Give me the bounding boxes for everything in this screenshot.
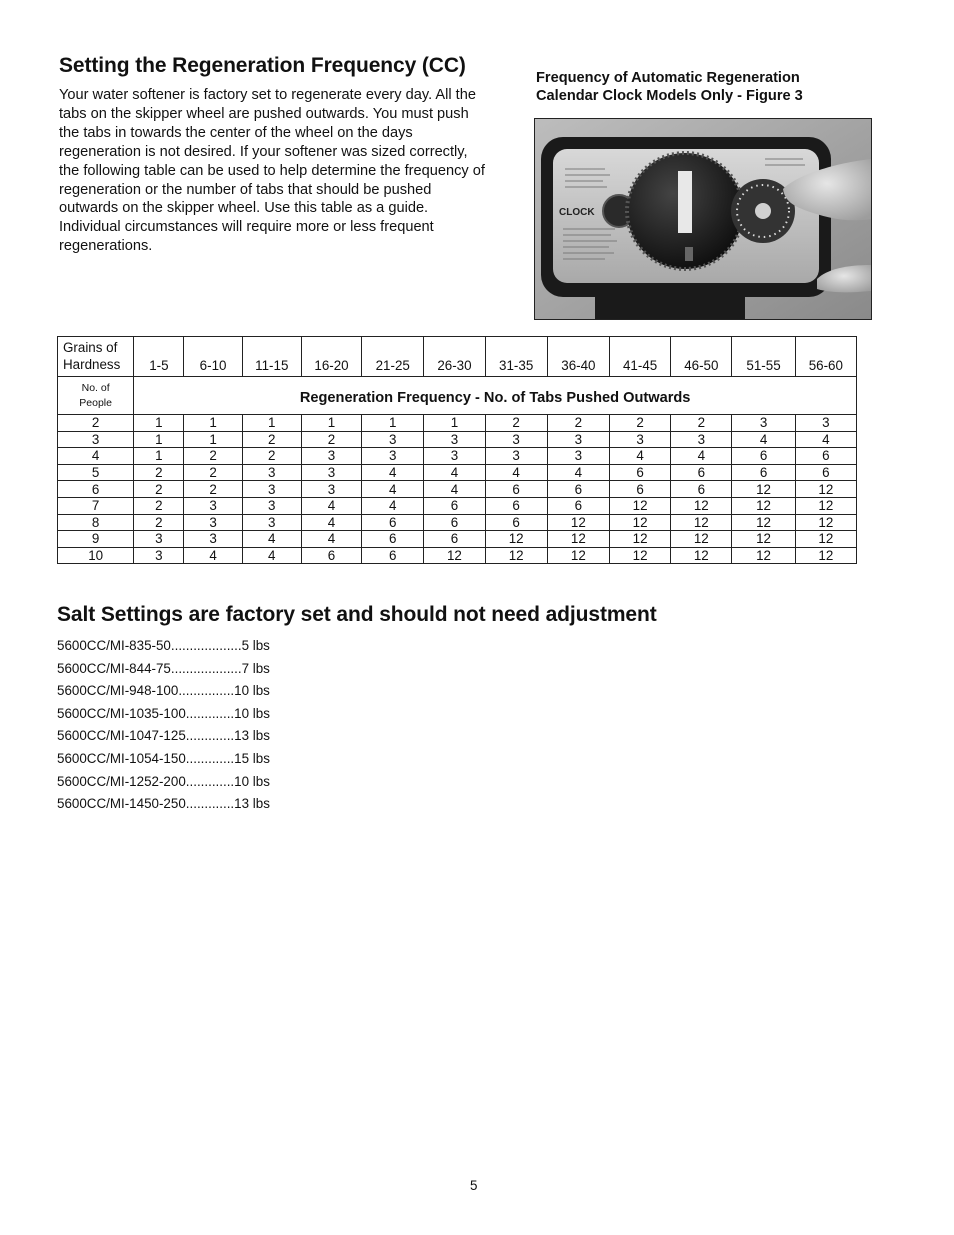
timer-photo-illustration xyxy=(535,119,871,319)
tabs-value-cell: 3 xyxy=(301,481,361,498)
table-row xyxy=(58,547,857,564)
people-count-cell: 9 xyxy=(58,531,134,548)
people-count-cell: 4 xyxy=(58,448,134,465)
tabs-value-cell: 12 xyxy=(609,531,670,548)
tabs-value-cell: 3 xyxy=(424,448,485,465)
table-row xyxy=(58,531,857,548)
table-row xyxy=(58,481,857,498)
tabs-value-cell: 6 xyxy=(424,497,485,514)
tabs-value-cell: 6 xyxy=(671,464,732,481)
hardness-range: 16-20 xyxy=(301,337,361,377)
tabs-value-cell: 1 xyxy=(184,431,242,448)
tabs-value-cell: 3 xyxy=(242,497,301,514)
hardness-range: 11-15 xyxy=(242,337,301,377)
tabs-value-cell: 3 xyxy=(671,431,732,448)
tabs-value-cell: 2 xyxy=(134,514,184,531)
intro-line: tabs on the skipper wheel are pushed outwards. You must push xyxy=(59,105,469,122)
people-count-cell: 10 xyxy=(58,547,134,564)
figure-caption-line: Frequency of Automatic Regeneration xyxy=(536,70,800,86)
tabs-value-cell: 3 xyxy=(301,464,361,481)
tabs-value-cell: 12 xyxy=(609,514,670,531)
people-count-cell: 6 xyxy=(58,481,134,498)
table-subheader-row xyxy=(58,377,857,415)
people-label-line: No. of xyxy=(81,381,110,394)
tabs-value-cell: 12 xyxy=(609,497,670,514)
salt-amount: 13 lbs xyxy=(234,728,270,744)
salt-model: 5600CC/MI-948-100 xyxy=(57,683,179,699)
people-count-cell: 2 xyxy=(58,415,134,432)
salt-dots: ............. xyxy=(185,705,235,721)
figure-caption xyxy=(536,69,803,105)
tabs-value-cell: 3 xyxy=(184,531,242,548)
people-label-line: People xyxy=(79,396,112,409)
hardness-range: 51-55 xyxy=(732,337,795,377)
intro-line: regeneration or the number of tabs that should be pushed xyxy=(59,181,432,198)
table-body xyxy=(58,415,857,564)
salt-setting-item xyxy=(57,727,270,750)
tabs-value-cell: 6 xyxy=(424,531,485,548)
tabs-value-cell: 6 xyxy=(732,464,795,481)
salt-dots: ............... xyxy=(178,683,235,699)
salt-amount: 10 lbs xyxy=(234,705,270,721)
tabs-value-cell: 6 xyxy=(609,464,670,481)
tabs-value-cell: 3 xyxy=(609,431,670,448)
hardness-range: 6-10 xyxy=(184,337,242,377)
clock-label: CLOCK xyxy=(559,207,595,218)
tabs-value-cell: 2 xyxy=(242,431,301,448)
tabs-value-cell: 4 xyxy=(184,547,242,564)
people-count-cell: 7 xyxy=(58,497,134,514)
tabs-value-cell: 12 xyxy=(485,547,547,564)
people-header xyxy=(58,377,134,415)
tabs-value-cell: 12 xyxy=(547,547,609,564)
tabs-value-cell: 1 xyxy=(184,415,242,432)
tabs-value-cell: 4 xyxy=(362,464,424,481)
tabs-value-cell: 4 xyxy=(301,514,361,531)
tabs-value-cell: 2 xyxy=(184,481,242,498)
tabs-value-cell: 3 xyxy=(184,497,242,514)
regeneration-frequency-label: Regeneration Frequency - No. of Tabs Pushed Outwards xyxy=(134,377,857,415)
tabs-value-cell: 6 xyxy=(671,481,732,498)
tabs-value-cell: 3 xyxy=(547,431,609,448)
tabs-value-cell: 6 xyxy=(547,481,609,498)
intro-line: regeneration is not desired. If your softener was sized correctly, xyxy=(59,143,468,160)
salt-model: 5600CC/MI-1252-200 xyxy=(57,773,186,789)
tabs-value-cell: 4 xyxy=(547,464,609,481)
tabs-value-cell: 2 xyxy=(134,464,184,481)
hardness-label-line: Grains of xyxy=(63,340,118,355)
tabs-value-cell: 4 xyxy=(242,531,301,548)
intro-line: outwards on the skipper wheel. Use this table as a guide. xyxy=(59,200,429,217)
tabs-value-cell: 12 xyxy=(609,547,670,564)
hardness-range: 41-45 xyxy=(609,337,670,377)
hardness-range: 21-25 xyxy=(362,337,424,377)
tabs-value-cell: 12 xyxy=(795,547,856,564)
tabs-value-cell: 12 xyxy=(547,531,609,548)
intro-line: the tabs in towards the center of the wheel on the days xyxy=(59,124,413,141)
salt-amount: 15 lbs xyxy=(234,750,270,766)
salt-setting-item xyxy=(57,750,270,773)
table-row xyxy=(58,497,857,514)
table-row xyxy=(58,431,857,448)
tabs-value-cell: 1 xyxy=(134,448,184,465)
tabs-value-cell: 4 xyxy=(485,464,547,481)
intro-line: Your water softener is factory set to regenerate every day. All the xyxy=(59,87,476,103)
tabs-value-cell: 2 xyxy=(547,415,609,432)
tabs-value-cell: 12 xyxy=(795,514,856,531)
tabs-value-cell: 12 xyxy=(671,497,732,514)
tabs-value-cell: 12 xyxy=(547,514,609,531)
salt-settings-list xyxy=(57,637,270,818)
salt-dots: ............. xyxy=(185,796,235,812)
table-header-row xyxy=(58,337,857,377)
tabs-value-cell: 4 xyxy=(362,481,424,498)
tabs-value-cell: 3 xyxy=(242,464,301,481)
tabs-value-cell: 3 xyxy=(485,431,547,448)
hardness-header xyxy=(58,337,134,377)
tabs-value-cell: 4 xyxy=(362,497,424,514)
salt-model: 5600CC/MI-1450-250 xyxy=(57,796,186,812)
hardness-range: 26-30 xyxy=(424,337,485,377)
tabs-value-cell: 3 xyxy=(134,547,184,564)
tabs-value-cell: 12 xyxy=(732,497,795,514)
tabs-value-cell: 1 xyxy=(424,415,485,432)
salt-model: 5600CC/MI-1035-100 xyxy=(57,705,186,721)
tabs-value-cell: 1 xyxy=(134,431,184,448)
figure-caption-line: Calendar Clock Models Only - Figure 3 xyxy=(536,88,803,104)
hardness-range: 46-50 xyxy=(671,337,732,377)
tabs-value-cell: 4 xyxy=(671,448,732,465)
tabs-value-cell: 1 xyxy=(134,415,184,432)
tabs-value-cell: 3 xyxy=(547,448,609,465)
hardness-range: 1-5 xyxy=(134,337,184,377)
table-row xyxy=(58,464,857,481)
tabs-value-cell: 6 xyxy=(732,448,795,465)
table-row xyxy=(58,514,857,531)
salt-dots: ............. xyxy=(185,728,235,744)
tabs-value-cell: 4 xyxy=(732,431,795,448)
tabs-value-cell: 1 xyxy=(301,415,361,432)
people-count-cell: 8 xyxy=(58,514,134,531)
tabs-value-cell: 12 xyxy=(732,547,795,564)
intro-line: Individual circumstances will require more or less frequent xyxy=(59,219,434,236)
people-count-cell: 5 xyxy=(58,464,134,481)
hardness-label-line: Hardness xyxy=(63,357,121,372)
tabs-value-cell: 4 xyxy=(301,497,361,514)
tabs-value-cell: 2 xyxy=(242,448,301,465)
intro-paragraph xyxy=(59,86,521,256)
tabs-value-cell: 12 xyxy=(732,481,795,498)
tabs-value-cell: 6 xyxy=(424,514,485,531)
tabs-value-cell: 3 xyxy=(242,481,301,498)
tabs-value-cell: 6 xyxy=(362,514,424,531)
tabs-value-cell: 12 xyxy=(671,547,732,564)
salt-setting-item xyxy=(57,705,270,728)
salt-model: 5600CC/MI-835-50 xyxy=(57,638,171,653)
tabs-value-cell: 6 xyxy=(485,481,547,498)
tabs-value-cell: 3 xyxy=(301,448,361,465)
salt-dots: ................... xyxy=(170,660,242,676)
salt-amount: 13 lbs xyxy=(234,796,270,812)
tabs-value-cell: 6 xyxy=(795,448,856,465)
tabs-value-cell: 1 xyxy=(242,415,301,432)
tabs-value-cell: 6 xyxy=(609,481,670,498)
tabs-value-cell: 2 xyxy=(134,497,184,514)
hardness-range: 36-40 xyxy=(547,337,609,377)
salt-model: 5600CC/MI-1047-125 xyxy=(57,728,186,744)
tabs-value-cell: 12 xyxy=(732,514,795,531)
salt-setting-item xyxy=(57,682,270,705)
table-row xyxy=(58,448,857,465)
salt-amount: 10 lbs xyxy=(234,773,270,789)
hardness-range: 56-60 xyxy=(795,337,856,377)
tabs-value-cell: 2 xyxy=(609,415,670,432)
tabs-value-cell: 6 xyxy=(547,497,609,514)
tabs-value-cell: 3 xyxy=(424,431,485,448)
tabs-value-cell: 3 xyxy=(362,431,424,448)
salt-setting-item xyxy=(57,660,270,683)
tabs-value-cell: 3 xyxy=(134,531,184,548)
salt-amount: 7 lbs xyxy=(241,660,270,676)
tabs-value-cell: 6 xyxy=(795,464,856,481)
salt-dots: ................... xyxy=(170,638,242,653)
tabs-value-cell: 12 xyxy=(795,497,856,514)
tabs-value-cell: 2 xyxy=(301,431,361,448)
tabs-value-cell: 3 xyxy=(362,448,424,465)
salt-setting-item xyxy=(57,795,270,818)
page-number: 5 xyxy=(470,1178,478,1193)
tabs-value-cell: 4 xyxy=(301,531,361,548)
tabs-value-cell: 12 xyxy=(424,547,485,564)
tabs-value-cell: 2 xyxy=(134,481,184,498)
salt-dots: ............. xyxy=(185,750,235,766)
tabs-value-cell: 4 xyxy=(242,547,301,564)
people-count-cell: 3 xyxy=(58,431,134,448)
tabs-value-cell: 3 xyxy=(242,514,301,531)
salt-amount: 5 lbs xyxy=(241,638,270,653)
salt-setting-item xyxy=(57,637,270,660)
tabs-value-cell: 12 xyxy=(671,531,732,548)
regeneration-frequency-table xyxy=(57,336,857,564)
tabs-value-cell: 12 xyxy=(485,531,547,548)
tabs-value-cell: 12 xyxy=(732,531,795,548)
tabs-value-cell: 12 xyxy=(671,514,732,531)
tabs-value-cell: 4 xyxy=(424,464,485,481)
intro-line: regenerations. xyxy=(59,238,153,255)
tabs-value-cell: 3 xyxy=(795,415,856,432)
tabs-value-cell: 2 xyxy=(184,448,242,465)
tabs-value-cell: 4 xyxy=(424,481,485,498)
salt-model: 5600CC/MI-1054-150 xyxy=(57,750,186,766)
tabs-value-cell: 3 xyxy=(732,415,795,432)
tabs-value-cell: 12 xyxy=(795,531,856,548)
tabs-value-cell: 4 xyxy=(609,448,670,465)
section-title-salt-settings: Salt Settings are factory set and should not need adjustment xyxy=(57,603,657,626)
tabs-value-cell: 12 xyxy=(795,481,856,498)
tabs-value-cell: 1 xyxy=(362,415,424,432)
hardness-range: 31-35 xyxy=(485,337,547,377)
timer-photo xyxy=(534,118,872,320)
tabs-value-cell: 6 xyxy=(485,514,547,531)
tabs-value-cell: 6 xyxy=(362,547,424,564)
section-title-regeneration: Setting the Regeneration Frequency (CC) xyxy=(59,54,466,77)
tabs-value-cell: 2 xyxy=(485,415,547,432)
tabs-value-cell: 2 xyxy=(184,464,242,481)
salt-model: 5600CC/MI-844-75 xyxy=(57,660,171,676)
tabs-value-cell: 6 xyxy=(362,531,424,548)
table-row xyxy=(58,415,857,432)
salt-dots: ............. xyxy=(185,773,235,789)
tabs-value-cell: 3 xyxy=(485,448,547,465)
tabs-value-cell: 4 xyxy=(795,431,856,448)
tabs-value-cell: 6 xyxy=(485,497,547,514)
tabs-value-cell: 2 xyxy=(671,415,732,432)
salt-amount: 10 lbs xyxy=(234,683,270,699)
tabs-value-cell: 3 xyxy=(184,514,242,531)
tabs-value-cell: 6 xyxy=(301,547,361,564)
intro-line: the following table can be used to help determine the frequency of xyxy=(59,162,485,179)
salt-setting-item xyxy=(57,773,270,796)
